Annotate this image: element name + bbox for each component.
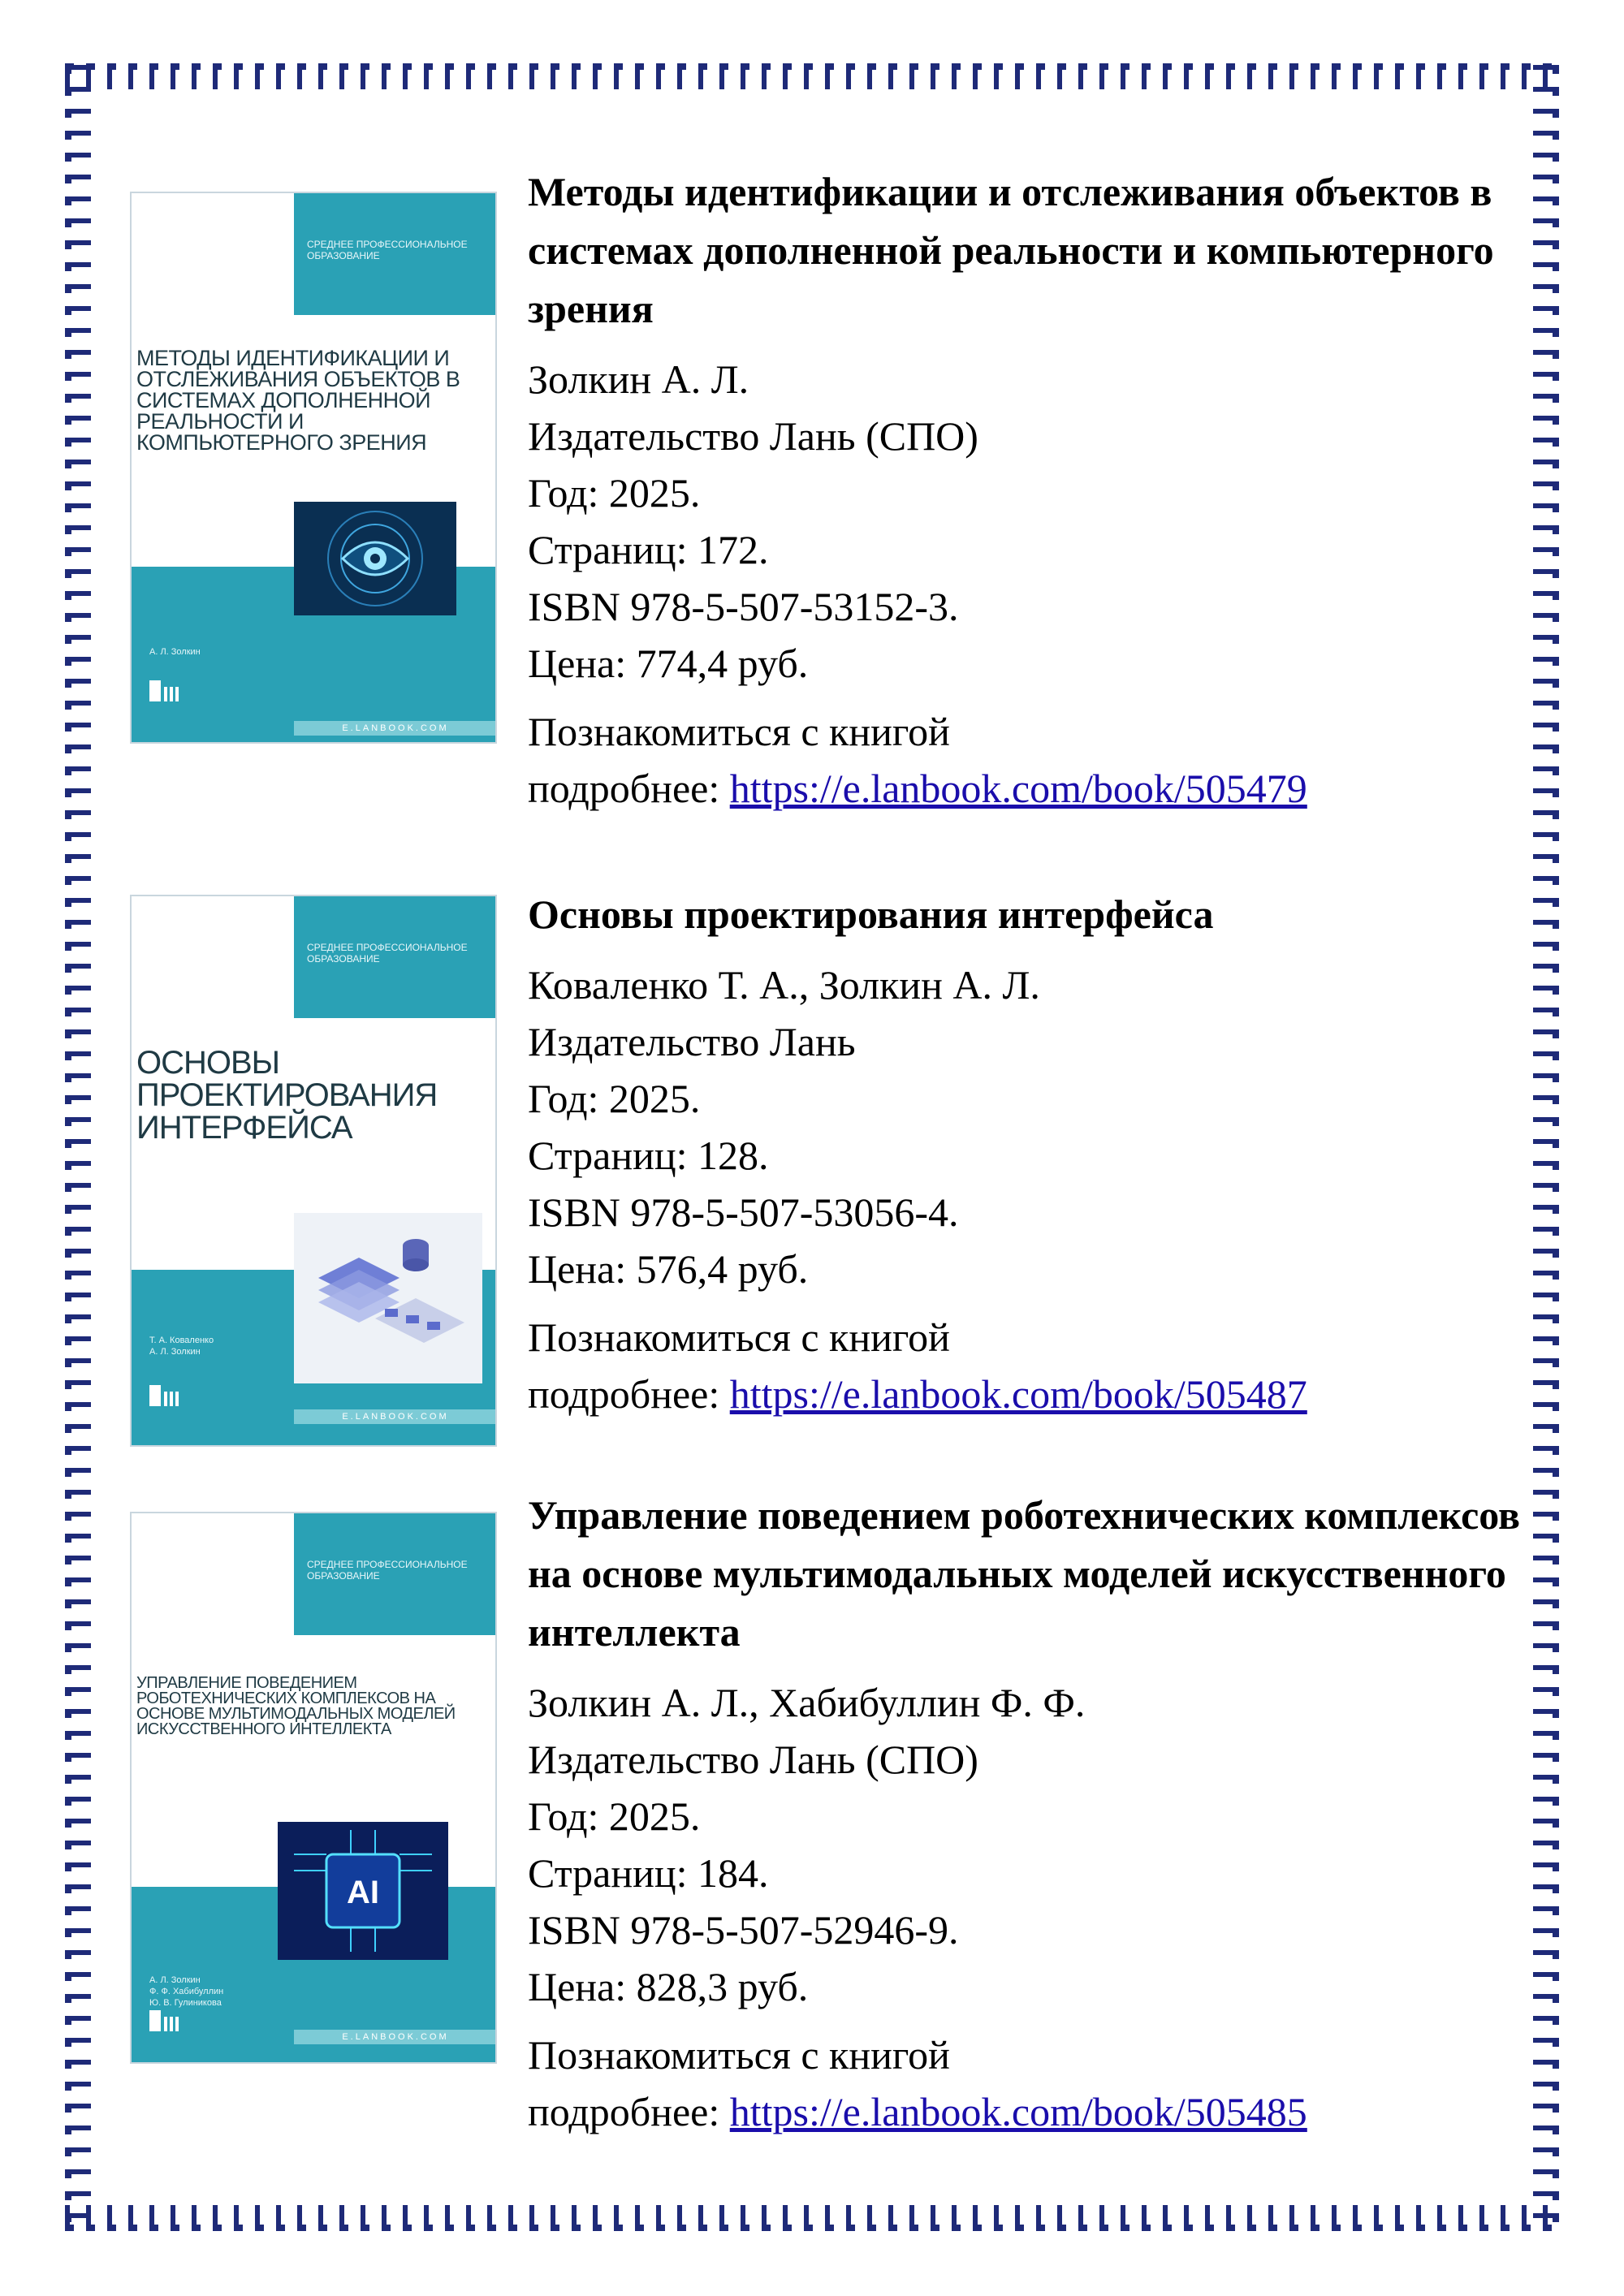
- book-more: [528, 1309, 1527, 1422]
- decorative-border-right: [1533, 65, 1559, 2231]
- more-prefix: подробнее:: [528, 1371, 730, 1417]
- cover-authors: Т. А. Коваленко А. Л. Золкин: [149, 1336, 214, 1357]
- book-authors: Коваленко Т. А., Золкин А. Л.: [528, 962, 1040, 1008]
- cover-title: ОСНОВЫ ПРОЕКТИРОВАНИЯ ИНТЕРФЕЙСА: [136, 1045, 438, 1146]
- chip-label: AI: [347, 1875, 379, 1910]
- book-title: Основы проектирования интерфейса: [528, 891, 1214, 937]
- cover-authors: А. Л. Золкин Ф. Ф. Хабибуллин Ю. В. Гулиникова: [149, 1975, 224, 2008]
- cover-title: УПРАВЛЕНИЕ ПОВЕДЕНИЕМ РОБОТЕХНИЧЕСКИХ КОМПЛЕКСОВ НА ОСНОВЕ МУЛЬТИМОДАЛЬНЫХ МОДЕЛЕЙ ИСКУССТВЕННОГО ИНТЕЛЛЕКТА: [136, 1674, 456, 1738]
- book-cover: [130, 1512, 497, 2064]
- cover-illustration: [294, 1213, 482, 1383]
- cover-site: E.LANBOOK.COM: [294, 2030, 497, 2044]
- book-info: [528, 1486, 1527, 2140]
- book-year: Год: 2025.: [528, 1793, 701, 1839]
- more-prefix: подробнее:: [528, 766, 730, 811]
- book-cover: [130, 895, 497, 1447]
- cover-series-label: СРЕДНЕЕ ПРОФЕССИОНАЛЬНОЕ ОБРАЗОВАНИЕ: [307, 239, 468, 261]
- book-authors: Золкин А. Л., Хабибуллин Ф. Ф.: [528, 1680, 1086, 1725]
- book-info: [528, 885, 1527, 1422]
- book-more: [528, 703, 1527, 817]
- book-meta: [528, 956, 1527, 1297]
- book-link[interactable]: https://e.lanbook.com/book/505487: [729, 1371, 1307, 1417]
- book-isbn: ISBN 978-5-507-53152-3.: [528, 584, 959, 629]
- book-meta: [528, 1674, 1527, 2015]
- cover-authors: А. Л. Золкин: [149, 647, 201, 657]
- book-info: [528, 162, 1527, 817]
- book-pages: Страниц: 128.: [528, 1133, 769, 1178]
- cover-illustration: [294, 502, 456, 615]
- book-price: Цена: 828,3 руб.: [528, 1964, 809, 2009]
- book-publisher: Издательство Лань (СПО): [528, 413, 978, 459]
- book-publisher: Издательство Лань (СПО): [528, 1737, 978, 1782]
- decorative-border-bottom: [65, 2205, 1559, 2231]
- book-price: Цена: 576,4 руб.: [528, 1246, 809, 1292]
- cover-site: E.LANBOOK.COM: [294, 1409, 497, 1424]
- publisher-logo-icon: [149, 2009, 185, 2033]
- book-publisher: Издательство Лань: [528, 1019, 856, 1064]
- more-prefix: подробнее:: [528, 2089, 730, 2134]
- book-isbn: ISBN 978-5-507-52946-9.: [528, 1907, 959, 1953]
- book-pages: Страниц: 172.: [528, 527, 769, 572]
- book-year: Год: 2025.: [528, 470, 701, 516]
- more-line: Познакомиться с книгой: [528, 709, 950, 754]
- book-link[interactable]: https://e.lanbook.com/book/505479: [729, 766, 1307, 811]
- cover-series-label: СРЕДНЕЕ ПРОФЕССИОНАЛЬНОЕ ОБРАЗОВАНИЕ: [307, 1559, 468, 1582]
- decorative-border-top: [65, 63, 1559, 89]
- book-year: Год: 2025.: [528, 1076, 701, 1121]
- cover-title: МЕТОДЫ ИДЕНТИФИКАЦИИ И ОТСЛЕЖИВАНИЯ ОБЪЕКТОВ В СИСТЕМАХ ДОПОЛНЕННОЙ РЕАЛЬНОСТИ И КОМПЬЮТЕРНОГО ЗРЕНИЯ: [136, 346, 460, 455]
- chip-icon: [278, 1822, 448, 1960]
- cover-site: E.LANBOOK.COM: [294, 721, 497, 736]
- decorative-border-left: [65, 65, 91, 2231]
- book-meta: [528, 351, 1527, 692]
- publisher-logo-icon: [149, 679, 185, 703]
- book-authors: Золкин А. Л.: [528, 356, 749, 402]
- more-line: Познакомиться с книгой: [528, 2032, 950, 2078]
- cover-series-label: СРЕДНЕЕ ПРОФЕССИОНАЛЬНОЕ ОБРАЗОВАНИЕ: [307, 942, 468, 965]
- publisher-logo-icon: [149, 1383, 185, 1408]
- eye-icon: [294, 502, 456, 615]
- cover-illustration: [278, 1822, 448, 1960]
- book-isbn: ISBN 978-5-507-53056-4.: [528, 1189, 959, 1235]
- book-title: Методы идентификации и отслеживания объектов в системах дополненной реальности и компьютерного зрения: [528, 169, 1494, 331]
- book-more: [528, 2026, 1527, 2140]
- more-line: Познакомиться с книгой: [528, 1314, 950, 1360]
- book-link[interactable]: https://e.lanbook.com/book/505485: [729, 2089, 1307, 2134]
- book-pages: Страниц: 184.: [528, 1850, 769, 1896]
- book-cover: [130, 192, 497, 744]
- layers-icon: [294, 1213, 482, 1383]
- book-title: Управление поведением роботехнических комплексов на основе мультимодальных моделей искусственного интеллекта: [528, 1492, 1521, 1655]
- book-price: Цена: 774,4 руб.: [528, 641, 809, 686]
